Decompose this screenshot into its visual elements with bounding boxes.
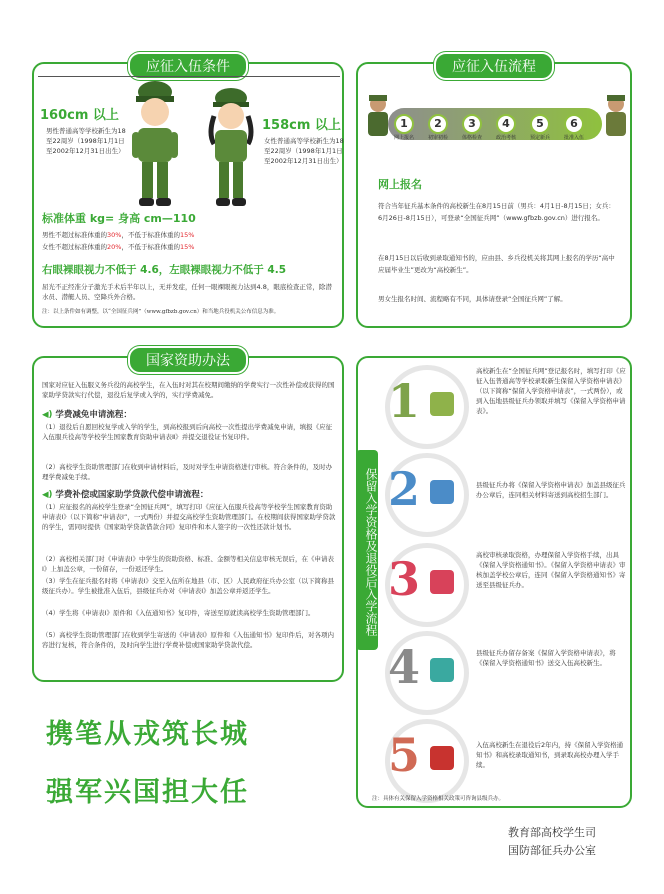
step-circle-1 (390, 370, 464, 444)
step-2-label: 初审初检 (427, 135, 448, 141)
conditions-panel (32, 59, 344, 328)
weight-female-a: 女性不超过标准体重的 (42, 243, 107, 251)
step-circle-3 (390, 548, 464, 622)
weight-female-max: 20% (107, 243, 122, 251)
ruler-line (38, 76, 340, 77)
step-1: 1 (394, 114, 414, 134)
enroll-step-2: 县级征兵办将《保留入学资格申请表》加盖县级征兵办公章后，连同相关材料寄送到高校招生部门。 (476, 481, 626, 499)
megaphone-icon: ◀) (42, 490, 53, 500)
female-age-text: 女性普通高等学校新生为18至22周岁（1998年1月1日至2002年12月31日出生） (264, 137, 344, 165)
step-num-1: 1 (388, 374, 421, 428)
step-1-label: 网上报名 (393, 135, 414, 141)
step-4: 4 (496, 114, 516, 134)
slogan-1: 携笔从戎筑长城 (46, 719, 249, 750)
funding-panel (32, 353, 344, 682)
conditions-title: 应征入伍条件 (128, 52, 248, 80)
funding-a2: （2）高校学生资助管理部门在收到申请材料后，及时对学生申请资格进行审核。符合条件的，及时办理学费减免手续。 (42, 463, 333, 481)
step-circle-5 (390, 724, 464, 798)
school-icon (430, 746, 454, 770)
step-3-label: 体格检查 (461, 135, 482, 141)
weight-female-min: 15% (179, 243, 195, 251)
step-6-label: 批准入伍 (563, 135, 584, 141)
megaphone-icon: ◀) (42, 410, 53, 420)
step-num-5: 5 (388, 728, 421, 782)
weight-male (42, 230, 194, 240)
weight-male-c: ，不低于标准体重的 (121, 231, 180, 239)
footer-org-2: 国防部征兵办公室 (508, 844, 596, 857)
registration-para-3: 男女生报名时间、流程略有不同，具体请登录“全国征兵网”了解。 (378, 295, 567, 303)
registration-para-2: 在8月15日以后收到录取通知书的，应由县、乡兵役机关将其网上报名的学历“高中应届毕业生”更改为“高校新生”。 (378, 254, 615, 274)
funding-b5: （5）高校学生资助管理部门在收到学生寄送的《申请表Ⅰ》原件和《入伍通知书》复印件后，对各项内容进行复核，符合条件的，及时向学生进行学费补偿或国家助学贷款代偿。 (42, 631, 335, 649)
process-panel (356, 59, 632, 328)
female-height: 158cm 以上 (262, 118, 341, 133)
funding-b2: （2）高校相关部门对《申请表Ⅰ》中学生的资助资格、标准、金额等相关信息审核无误后，在《申请表Ⅰ》上加盖公章，一份留存，一份返还学生。 (42, 555, 335, 573)
vision-title: 右眼裸眼视力不低于 4.6，左眼裸眼视力不低于 4.5 (42, 264, 287, 276)
funding-heading-1-text: 学费减免申请流程： (55, 410, 132, 420)
vision-text: 屈光不正经准分子激光手术后半年以上，无并发症，任何一眼裸眼视力达到4.8，眼底检查正常，除潜水员、潜艇人员、空降兵外合格。 (42, 283, 332, 301)
male-soldier-illustration (124, 78, 186, 210)
step-5: 5 (530, 114, 550, 134)
conditions-note: 注：以上条件如有调整，以“全国征兵网”（www.gfbzb.gov.cn）和当地兵役机关公布信息为准。 (42, 309, 280, 315)
mail-icon (430, 658, 454, 682)
funding-b4: （4）学生将《申请表Ⅰ》原件和《入伍通知书》复印件，寄送至原就读高校学生资助管理部门。 (42, 609, 315, 617)
weight-female (42, 242, 194, 252)
enroll-step-3: 高校审核录取资格，办理保留入学资格手续，出具《保留入学资格通知书》。《保留入学资格申请表》审核加盖学校公章后，连同《保留入学资格通知书》寄送至县级征兵办。 (476, 551, 626, 589)
step-3: 3 (462, 114, 482, 134)
registration-title: 网上报名 (378, 178, 422, 191)
weight-male-min: 15% (179, 231, 195, 239)
funding-heading-2 (42, 488, 208, 500)
step-4-label: 政治考核 (495, 135, 516, 141)
step-circle-2 (390, 458, 464, 532)
weight-male-max: 30% (107, 231, 122, 239)
funding-b3: （3）学生在征兵报名时将《申请表Ⅰ》交至入伍所在地县（市、区）人民政府征兵办公室（以下简称县级征兵办）。学生被批准入伍后，县级征兵办对《申请表Ⅰ》加盖公章并返还学生。 (42, 577, 335, 595)
funding-intro: 国家对应征入伍服义务兵役的高校学生，在入伍时对其在校期间缴纳的学费实行一次性补偿或获得的国家助学贷款实行代偿，退役后复学或入学的，实行学费减免。 (42, 381, 335, 399)
edit-icon (430, 392, 454, 416)
male-height: 160cm 以上 (40, 108, 119, 123)
soldier-icon-right (602, 94, 630, 138)
enroll-step-5: 入伍高校新生在退役后2年内，持《保留入学资格通知书》和高校录取通知书，到录取高校办理入学手续。 (476, 741, 624, 769)
soldier-icon-left (364, 94, 392, 138)
enrollment-panel (356, 356, 632, 808)
enrollment-side-title: 保留入学资格及退役后入学流程 (356, 450, 378, 650)
funding-heading-2-text: 学费补偿或国家助学贷款代偿申请流程： (55, 490, 209, 500)
step-5-label: 预定新兵 (529, 135, 550, 141)
step-6: 6 (564, 114, 584, 134)
funding-b1: （1）应征报名的高校学生登录“全国征兵网”，填写打印《应征入伍服兵役高等学校学生国家教育资助申请表Ⅰ》（以下简称“申请表Ⅰ”，一式两份）并提交高校学生资助管理部门。在校期间获得国家助学贷款的学生，需同时提供《国家助学贷款借款合同》复印件和本人签字的一次性还款计划书。 (42, 503, 336, 531)
step-num-3: 3 (388, 552, 421, 606)
funding-a1: （1）退役后自愿回校复学或入学的学生，到高校报到后向高校一次性提出学费减免申请，填报《应征入伍服兵役高等学校学生国家教育资助申请表Ⅱ》并提交退役证书复印件。 (42, 423, 333, 441)
registration-para-1: 符合当年征兵基本条件的高校新生在8月15日前（男兵：4月1日-8月15日；女兵：6月26日-8月15日），可登录“全国征兵网”（www.gfbzb.gov.cn）进行报名。 (378, 202, 615, 222)
step-2: 2 (428, 114, 448, 134)
process-title: 应征入伍流程 (434, 52, 554, 80)
enrollment-note: 注：具体有关保留入学资格相关政策可咨询县级兵办。 (372, 796, 505, 802)
enroll-step-4: 县级征兵办留存备案《保留入学资格申请表》，将《保留入学资格通知书》送交入伍高校新生。 (476, 649, 616, 667)
funding-heading-1 (42, 408, 132, 420)
slogan-2: 强军兴国担大任 (46, 777, 249, 808)
weight-female-c: ，不低于标准体重的 (121, 243, 180, 251)
step-circle-4 (390, 636, 464, 710)
female-soldier-illustration (202, 86, 260, 210)
footer-org-1: 教育部高校学生司 (508, 826, 596, 839)
document-check-icon (430, 570, 454, 594)
weight-male-a: 男性不超过标准体重的 (42, 231, 107, 239)
step-num-2: 2 (388, 462, 421, 516)
enroll-step-1: 高校新生在“全国征兵网”登记报名时，填写打印《应征入伍普通高等学校录取新生保留入学资格申请表》（以下简称“保留入学资格申请表”，一式两份），或到入伍地县级征兵办领取并填写《保留入学资格申请表》。 (476, 367, 626, 415)
step-num-4: 4 (388, 640, 421, 694)
weight-title: 标准体重 kg= 身高 cm—110 (42, 212, 196, 225)
male-age-text: 男性普通高等学校新生为18至22周岁（1998年1月1日至2002年12月31日出生） (46, 127, 126, 155)
funding-title: 国家资助办法 (128, 346, 248, 374)
send-icon (430, 480, 454, 504)
